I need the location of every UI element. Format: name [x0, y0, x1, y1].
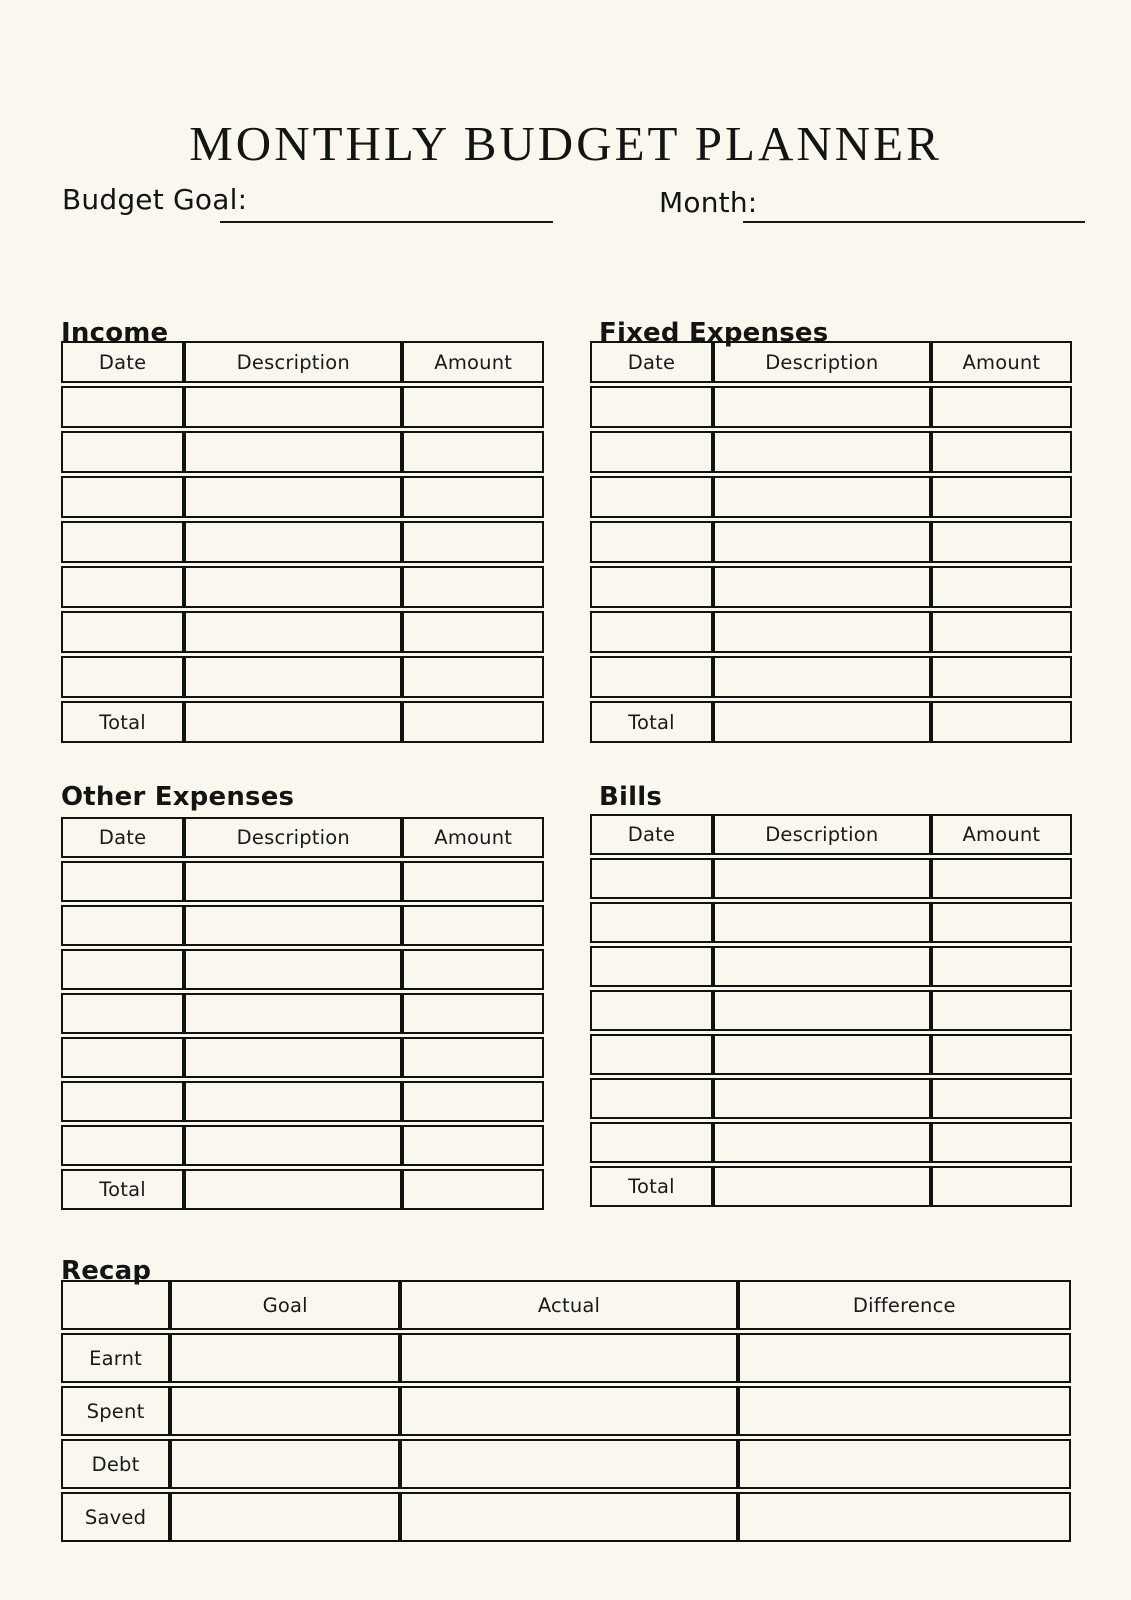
amount-cell [402, 1125, 544, 1166]
amount-cell [931, 611, 1072, 653]
amount-cell [402, 521, 544, 563]
description-cell [713, 386, 931, 428]
amount-cell [931, 990, 1072, 1031]
table-row [61, 861, 544, 902]
description-cell [713, 902, 931, 943]
date-cell [61, 566, 184, 608]
recap-header-row [61, 1280, 1071, 1330]
date-cell [61, 521, 184, 563]
bills-heading: Bills [599, 781, 663, 812]
amount-cell [931, 946, 1072, 987]
description-cell [713, 476, 931, 518]
column-header-date: Date [590, 341, 713, 383]
amount-cell [931, 1078, 1072, 1119]
budget-goal-blank-line [220, 221, 553, 223]
column-header-difference: Difference [738, 1280, 1071, 1330]
description-cell [184, 611, 402, 653]
description-cell [184, 993, 402, 1034]
date-cell [61, 386, 184, 428]
table-row [590, 1078, 1072, 1119]
month-label: Month: [659, 186, 758, 219]
date-cell [61, 476, 184, 518]
description-cell [713, 611, 931, 653]
description-cell [184, 566, 402, 608]
amount-cell [402, 611, 544, 653]
table-row [590, 431, 1072, 473]
amount-cell [931, 566, 1072, 608]
total-row [590, 1166, 1072, 1207]
total-label-cell: Total [61, 701, 184, 743]
date-cell [590, 476, 713, 518]
table-header-row [590, 814, 1072, 855]
date-cell [590, 566, 713, 608]
total-label-cell: Total [590, 1166, 713, 1207]
table-row [590, 611, 1072, 653]
recap-row-earnt [61, 1333, 1071, 1383]
month-blank-line [743, 221, 1085, 223]
column-header-amount: Amount [931, 341, 1072, 383]
amount-cell [402, 905, 544, 946]
description-cell [713, 858, 931, 899]
column-header-goal: Goal [170, 1280, 400, 1330]
row-label-earnt: Earnt [61, 1333, 170, 1383]
date-cell [590, 656, 713, 698]
date-cell [61, 861, 184, 902]
amount-cell [402, 1037, 544, 1078]
other-expenses-heading: Other Expenses [61, 781, 295, 812]
date-cell [590, 521, 713, 563]
table-row [590, 476, 1072, 518]
goal-cell [170, 1439, 400, 1489]
actual-cell [400, 1439, 737, 1489]
column-header-description: Description [184, 341, 402, 383]
description-cell [713, 656, 931, 698]
table-row [61, 611, 544, 653]
amount-cell [402, 656, 544, 698]
description-cell [184, 949, 402, 990]
table-row [590, 1122, 1072, 1163]
total-spacer-cell [713, 1166, 931, 1207]
date-cell [590, 946, 713, 987]
goal-cell [170, 1333, 400, 1383]
table-row [61, 905, 544, 946]
total-amount-cell [931, 1166, 1072, 1207]
column-header-description: Description [713, 814, 931, 855]
total-amount-cell [931, 701, 1072, 743]
amount-cell [931, 386, 1072, 428]
description-cell [713, 1122, 931, 1163]
table-row [61, 1081, 544, 1122]
recap-corner-cell [61, 1280, 170, 1330]
table-header-row [61, 817, 544, 858]
date-cell [61, 993, 184, 1034]
amount-cell [931, 431, 1072, 473]
actual-cell [400, 1386, 737, 1436]
goal-cell [170, 1386, 400, 1436]
column-header-description: Description [713, 341, 931, 383]
actual-cell [400, 1492, 737, 1542]
bills-table [590, 814, 1072, 1207]
total-amount-cell [402, 1169, 544, 1210]
date-cell [590, 858, 713, 899]
fixed-expenses-table [590, 341, 1072, 743]
date-cell [61, 1125, 184, 1166]
date-cell [61, 905, 184, 946]
total-label-cell: Total [590, 701, 713, 743]
row-label-spent: Spent [61, 1386, 170, 1436]
date-cell [590, 386, 713, 428]
description-cell [184, 431, 402, 473]
table-row [590, 858, 1072, 899]
date-cell [61, 656, 184, 698]
recap-table [61, 1280, 1071, 1542]
column-header-date: Date [61, 817, 184, 858]
table-row [61, 1125, 544, 1166]
date-cell [61, 611, 184, 653]
amount-cell [402, 386, 544, 428]
amount-cell [402, 861, 544, 902]
difference-cell [738, 1492, 1071, 1542]
amount-cell [931, 858, 1072, 899]
table-row [590, 386, 1072, 428]
description-cell [713, 521, 931, 563]
column-header-amount: Amount [931, 814, 1072, 855]
column-header-description: Description [184, 817, 402, 858]
date-cell [61, 1037, 184, 1078]
actual-cell [400, 1333, 737, 1383]
table-row [61, 656, 544, 698]
table-row [590, 1034, 1072, 1075]
description-cell [713, 1034, 931, 1075]
date-cell [590, 611, 713, 653]
table-row [61, 566, 544, 608]
description-cell [184, 1037, 402, 1078]
amount-cell [931, 476, 1072, 518]
table-header-row [61, 341, 544, 383]
amount-cell [931, 902, 1072, 943]
description-cell [713, 431, 931, 473]
table-row [61, 1037, 544, 1078]
description-cell [713, 1078, 931, 1119]
description-cell [184, 476, 402, 518]
column-header-date: Date [590, 814, 713, 855]
total-row [61, 1169, 544, 1210]
amount-cell [402, 476, 544, 518]
column-header-date: Date [61, 341, 184, 383]
column-header-actual: Actual [400, 1280, 737, 1330]
date-cell [590, 1078, 713, 1119]
table-row [61, 386, 544, 428]
total-row [590, 701, 1072, 743]
amount-cell [931, 1122, 1072, 1163]
total-spacer-cell [184, 1169, 402, 1210]
date-cell [590, 990, 713, 1031]
table-row [590, 946, 1072, 987]
goal-cell [170, 1492, 400, 1542]
total-label-cell: Total [61, 1169, 184, 1210]
description-cell [184, 656, 402, 698]
description-cell [713, 946, 931, 987]
page-title: MONTHLY BUDGET PLANNER [189, 115, 942, 171]
description-cell [713, 566, 931, 608]
difference-cell [738, 1333, 1071, 1383]
difference-cell [738, 1386, 1071, 1436]
amount-cell [402, 993, 544, 1034]
table-row [61, 949, 544, 990]
total-spacer-cell [713, 701, 931, 743]
column-header-amount: Amount [402, 817, 544, 858]
amount-cell [402, 566, 544, 608]
table-row [590, 521, 1072, 563]
table-row [590, 656, 1072, 698]
date-cell [590, 1122, 713, 1163]
table-row [61, 993, 544, 1034]
column-header-amount: Amount [402, 341, 544, 383]
total-amount-cell [402, 701, 544, 743]
table-row [61, 521, 544, 563]
description-cell [184, 861, 402, 902]
table-row [590, 902, 1072, 943]
description-cell [184, 386, 402, 428]
income-heading: Income [61, 317, 169, 348]
total-row [61, 701, 544, 743]
date-cell [590, 1034, 713, 1075]
difference-cell [738, 1439, 1071, 1489]
recap-heading: Recap [61, 1255, 152, 1286]
row-label-saved: Saved [61, 1492, 170, 1542]
other-expenses-table [61, 817, 544, 1210]
description-cell [184, 1081, 402, 1122]
income-table [61, 341, 544, 743]
amount-cell [402, 431, 544, 473]
date-cell [590, 902, 713, 943]
fixed-expenses-heading: Fixed Expenses [599, 317, 829, 348]
table-row [61, 476, 544, 518]
date-cell [590, 431, 713, 473]
row-label-debt: Debt [61, 1439, 170, 1489]
description-cell [184, 905, 402, 946]
date-cell [61, 949, 184, 990]
table-row [590, 566, 1072, 608]
amount-cell [402, 1081, 544, 1122]
recap-row-spent [61, 1386, 1071, 1436]
table-header-row [590, 341, 1072, 383]
date-cell [61, 1081, 184, 1122]
description-cell [713, 990, 931, 1031]
description-cell [184, 1125, 402, 1166]
date-cell [61, 431, 184, 473]
amount-cell [931, 521, 1072, 563]
amount-cell [402, 949, 544, 990]
total-spacer-cell [184, 701, 402, 743]
amount-cell [931, 1034, 1072, 1075]
recap-row-debt [61, 1439, 1071, 1489]
budget-goal-label: Budget Goal: [62, 183, 248, 216]
recap-row-saved [61, 1492, 1071, 1542]
table-row [590, 990, 1072, 1031]
amount-cell [931, 656, 1072, 698]
description-cell [184, 521, 402, 563]
table-row [61, 431, 544, 473]
